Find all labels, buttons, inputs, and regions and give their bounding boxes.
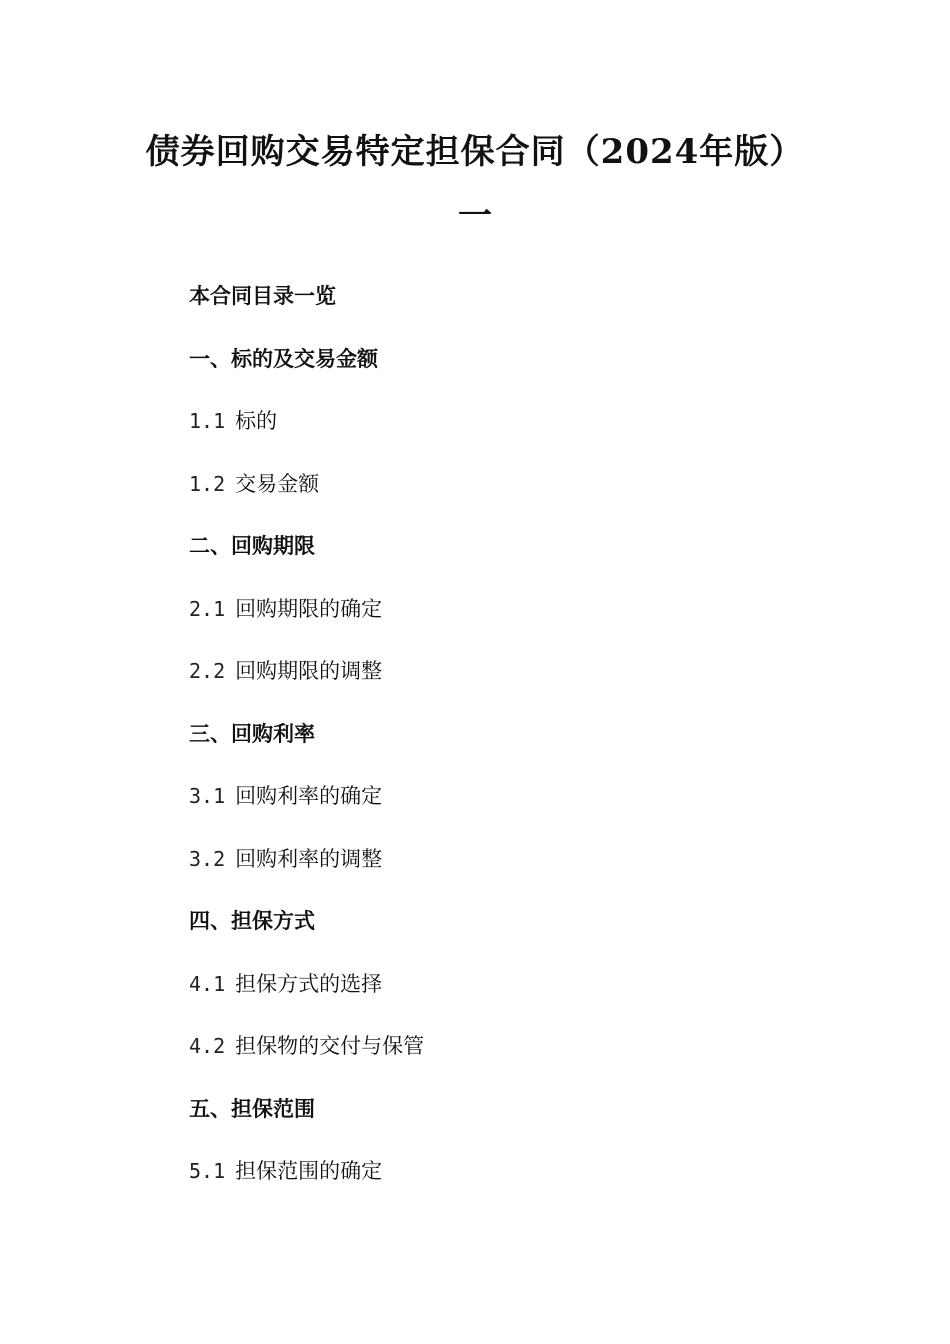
toc-section-4 (189, 903, 789, 966)
toc-item-3-1 (189, 778, 789, 841)
toc-item-4-1 (189, 966, 789, 1029)
table-of-contents (189, 278, 789, 1216)
toc-item-number: 2.2 (189, 659, 226, 683)
toc-item-label: 回购期限的确定 (235, 596, 383, 621)
toc-item-number: 3.2 (189, 846, 226, 871)
toc-item-label: 担保物的交付与保管 (235, 1034, 425, 1058)
toc-item-1-1 (189, 403, 789, 466)
toc-section-label: 五、担保范围 (189, 1095, 315, 1121)
toc-section-label: 二、回购期限 (189, 533, 315, 558)
toc-item-label: 回购利率的调整 (235, 846, 383, 871)
toc-item-number: 5.1 (189, 1159, 226, 1183)
toc-item-number: 1.1 (189, 409, 226, 433)
toc-item-label: 标的 (235, 409, 278, 433)
toc-item-2-2 (189, 653, 789, 716)
toc-item-3-2 (189, 841, 789, 904)
toc-section-3 (189, 716, 789, 779)
toc-item-1-2 (189, 466, 789, 529)
toc-item-label: 回购期限的调整 (235, 659, 383, 683)
toc-item-label: 担保范围的确定 (235, 1159, 383, 1183)
toc-item-label: 交易金额 (235, 471, 320, 496)
toc-section-label: 一、标的及交易金额 (189, 345, 378, 371)
toc-item-label: 担保方式的选择 (235, 971, 383, 996)
toc-item-label: 回购利率的确定 (235, 784, 383, 808)
toc-item-number: 3.1 (189, 784, 226, 808)
toc-section-5 (189, 1091, 789, 1154)
toc-section-1 (189, 341, 789, 404)
toc-section-label: 三、回购利率 (189, 720, 315, 746)
toc-item-number: 4.1 (189, 971, 226, 996)
toc-item-5-1 (189, 1153, 789, 1216)
toc-section-2 (189, 528, 789, 591)
toc-section-label: 四、担保方式 (189, 908, 315, 933)
toc-item-2-1 (189, 591, 789, 654)
toc-item-number: 1.2 (189, 471, 226, 496)
toc-item-number: 4.2 (189, 1034, 226, 1058)
toc-item-4-2 (189, 1028, 789, 1091)
document-subtitle: 一 (458, 196, 492, 236)
toc-header: 本合同目录一览 (189, 283, 336, 308)
document-title: 债券回购交易特定担保合同（2024年版） (145, 132, 805, 172)
toc-item-number: 2.1 (189, 596, 226, 621)
